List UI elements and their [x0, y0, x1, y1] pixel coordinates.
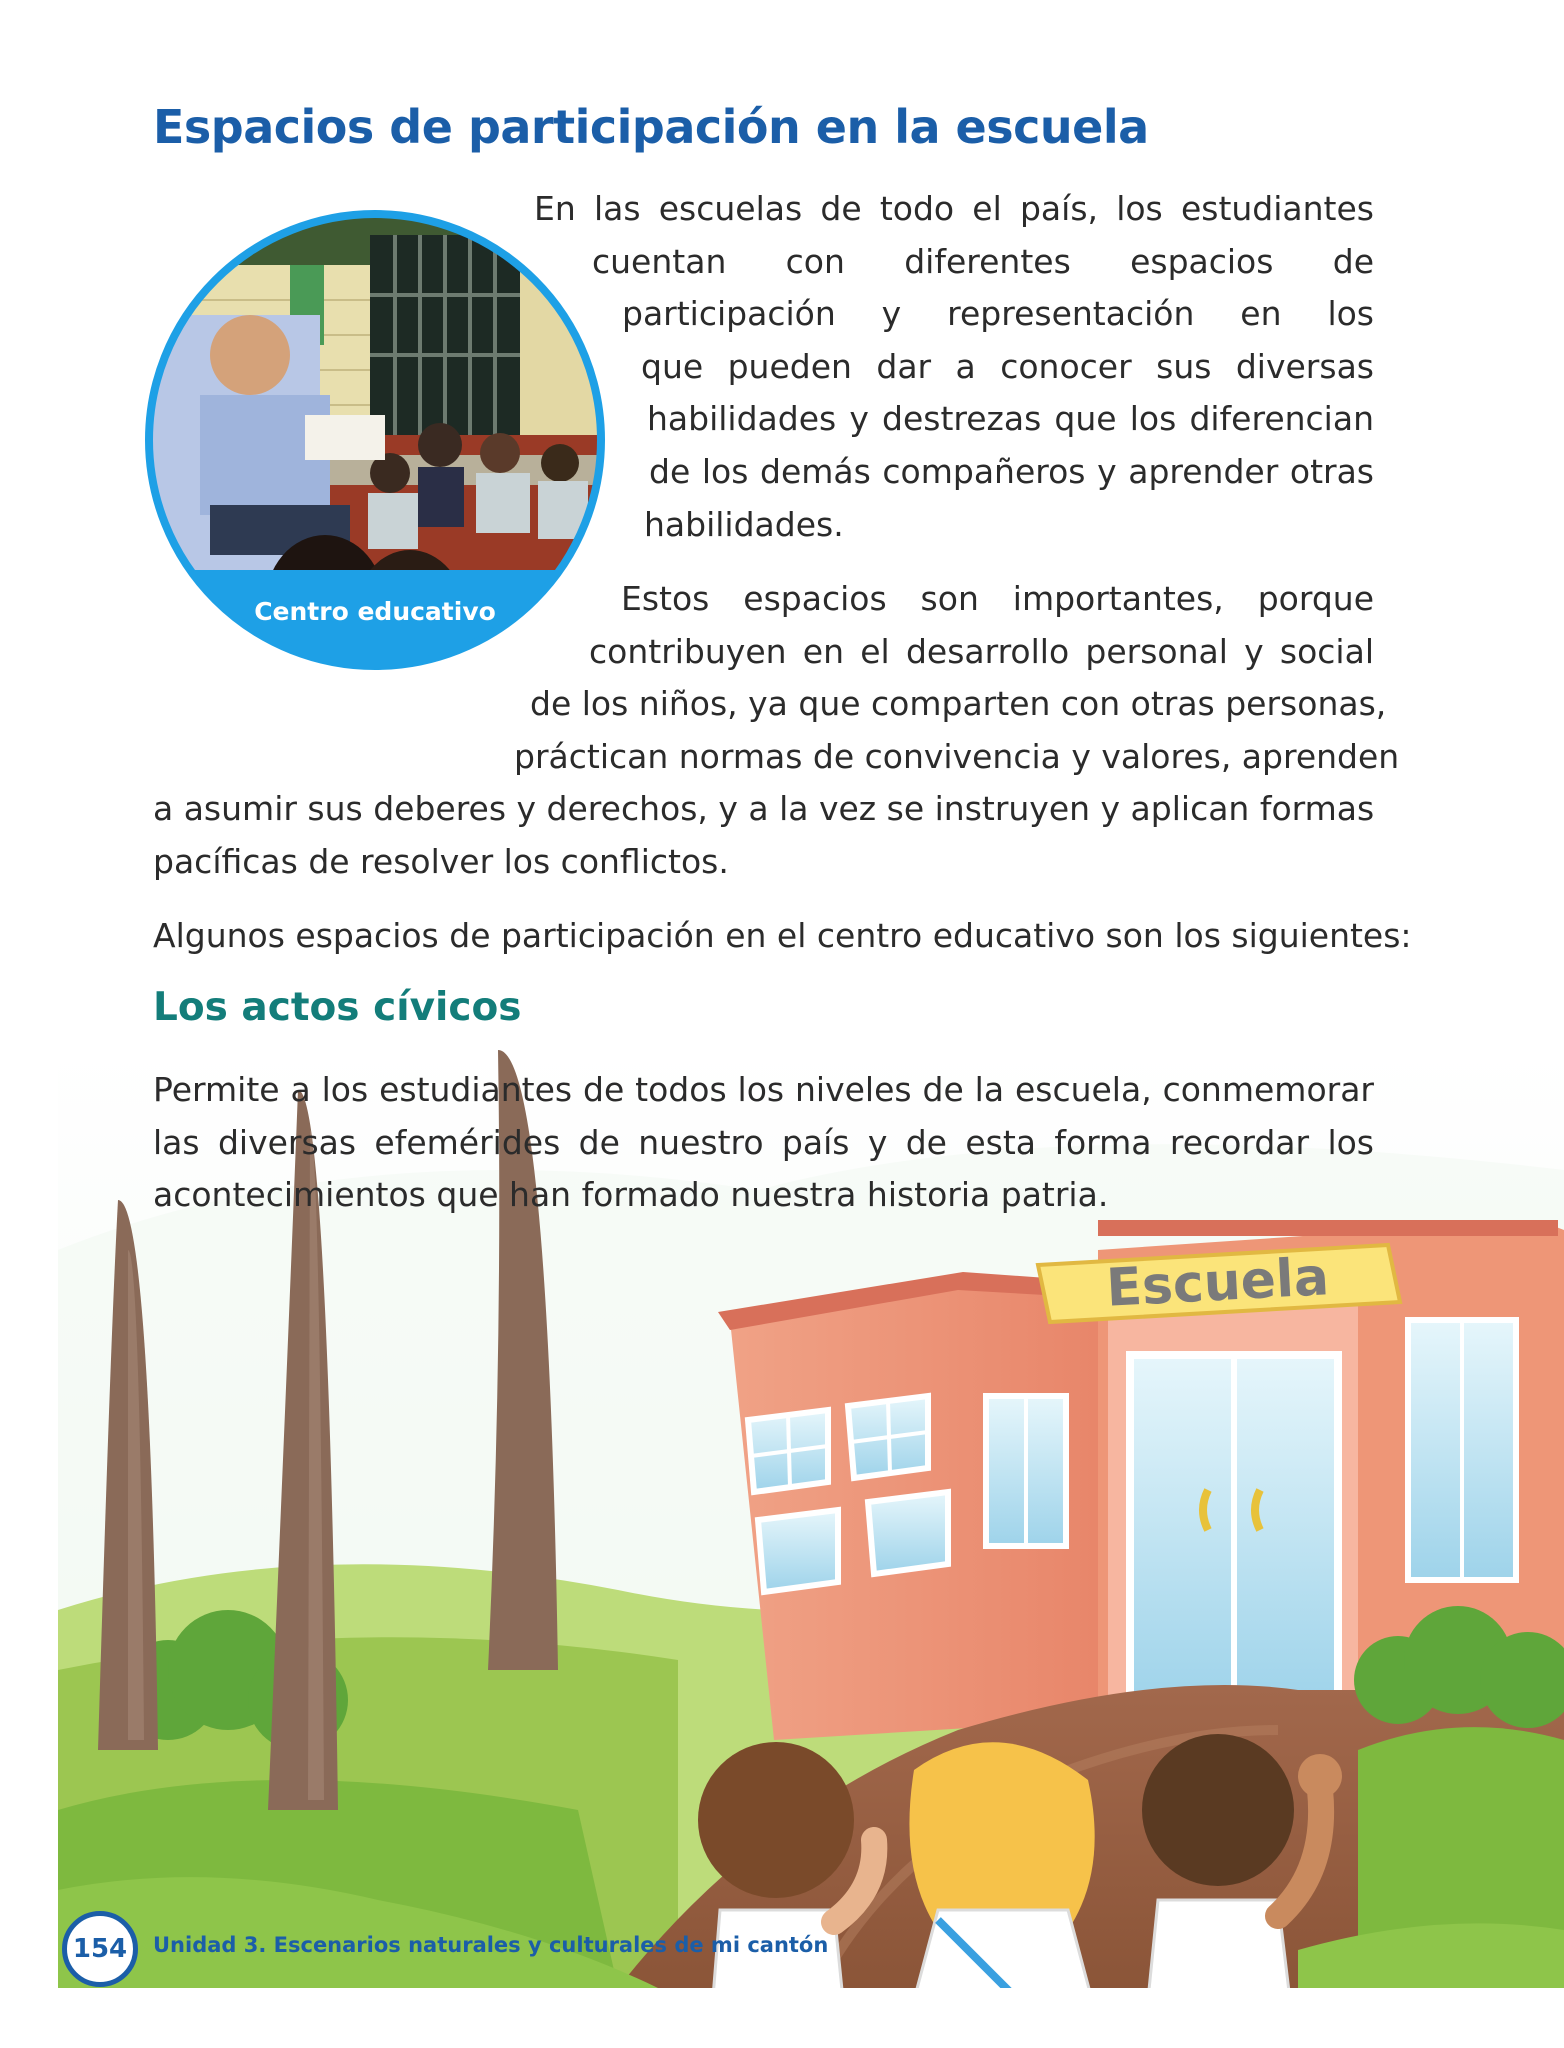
text-line: participación y representación en los: [622, 294, 1374, 334]
text-line: cuentan con diferentes espacios de: [592, 241, 1374, 281]
text-line: de los demás compañeros y aprender otras: [649, 451, 1374, 491]
page-number-badge: [62, 1911, 138, 1987]
text-line: contribuyen en el desarrollo personal y social: [589, 631, 1374, 671]
unit-title: Unidad 3. Escenarios naturales y culturales de mi cantón: [153, 1933, 829, 1957]
section-subtitle: Los actos cívicos: [153, 985, 522, 1030]
child-center: [898, 1742, 1108, 1988]
school-sign-text: Escuela: [1104, 1247, 1331, 1319]
text-line: habilidades y destrezas que los diferencian: [647, 399, 1374, 439]
text-line: habilidades.: [644, 504, 844, 544]
text-line: Estos espacios son importantes, porque: [621, 579, 1374, 618]
text-line: Permite a los estudiantes de todos los niveles de la escuela, conmemorar: [153, 1070, 1374, 1109]
list-intro: Algunos espacios de participación en el centro educativo son los siguientes:: [153, 916, 1412, 955]
text-line: acontecimientos que han formado nuestra historia patria.: [153, 1175, 1109, 1215]
paragraph-importance: [0, 573, 1400, 889]
text-line: pacíficas de resolver los conflictos.: [153, 841, 729, 881]
text-line: que pueden dar a conocer sus diversas: [641, 346, 1374, 386]
text-line: En las escuelas de todo el país, los estudiantes: [534, 189, 1374, 228]
text-line: a asumir sus deberes y derechos, y a la vez se instruyen y aplican formas: [153, 789, 1375, 829]
page-number: 154: [72, 1934, 128, 1964]
text-line: las diversas efemérides de nuestro país y de esta forma recordar los: [153, 1122, 1374, 1162]
text-line: práctican normas de convivencia y valores, aprenden: [514, 736, 1400, 776]
paragraph-intro: [0, 183, 1374, 551]
paragraph-civic-acts: [153, 1064, 1374, 1222]
page-title: Espacios de participación en la escuela: [153, 100, 1149, 154]
text-line: de los niños, ya que comparten con otras personas,: [530, 684, 1387, 724]
photo-caption: Centro educativo: [254, 597, 496, 626]
